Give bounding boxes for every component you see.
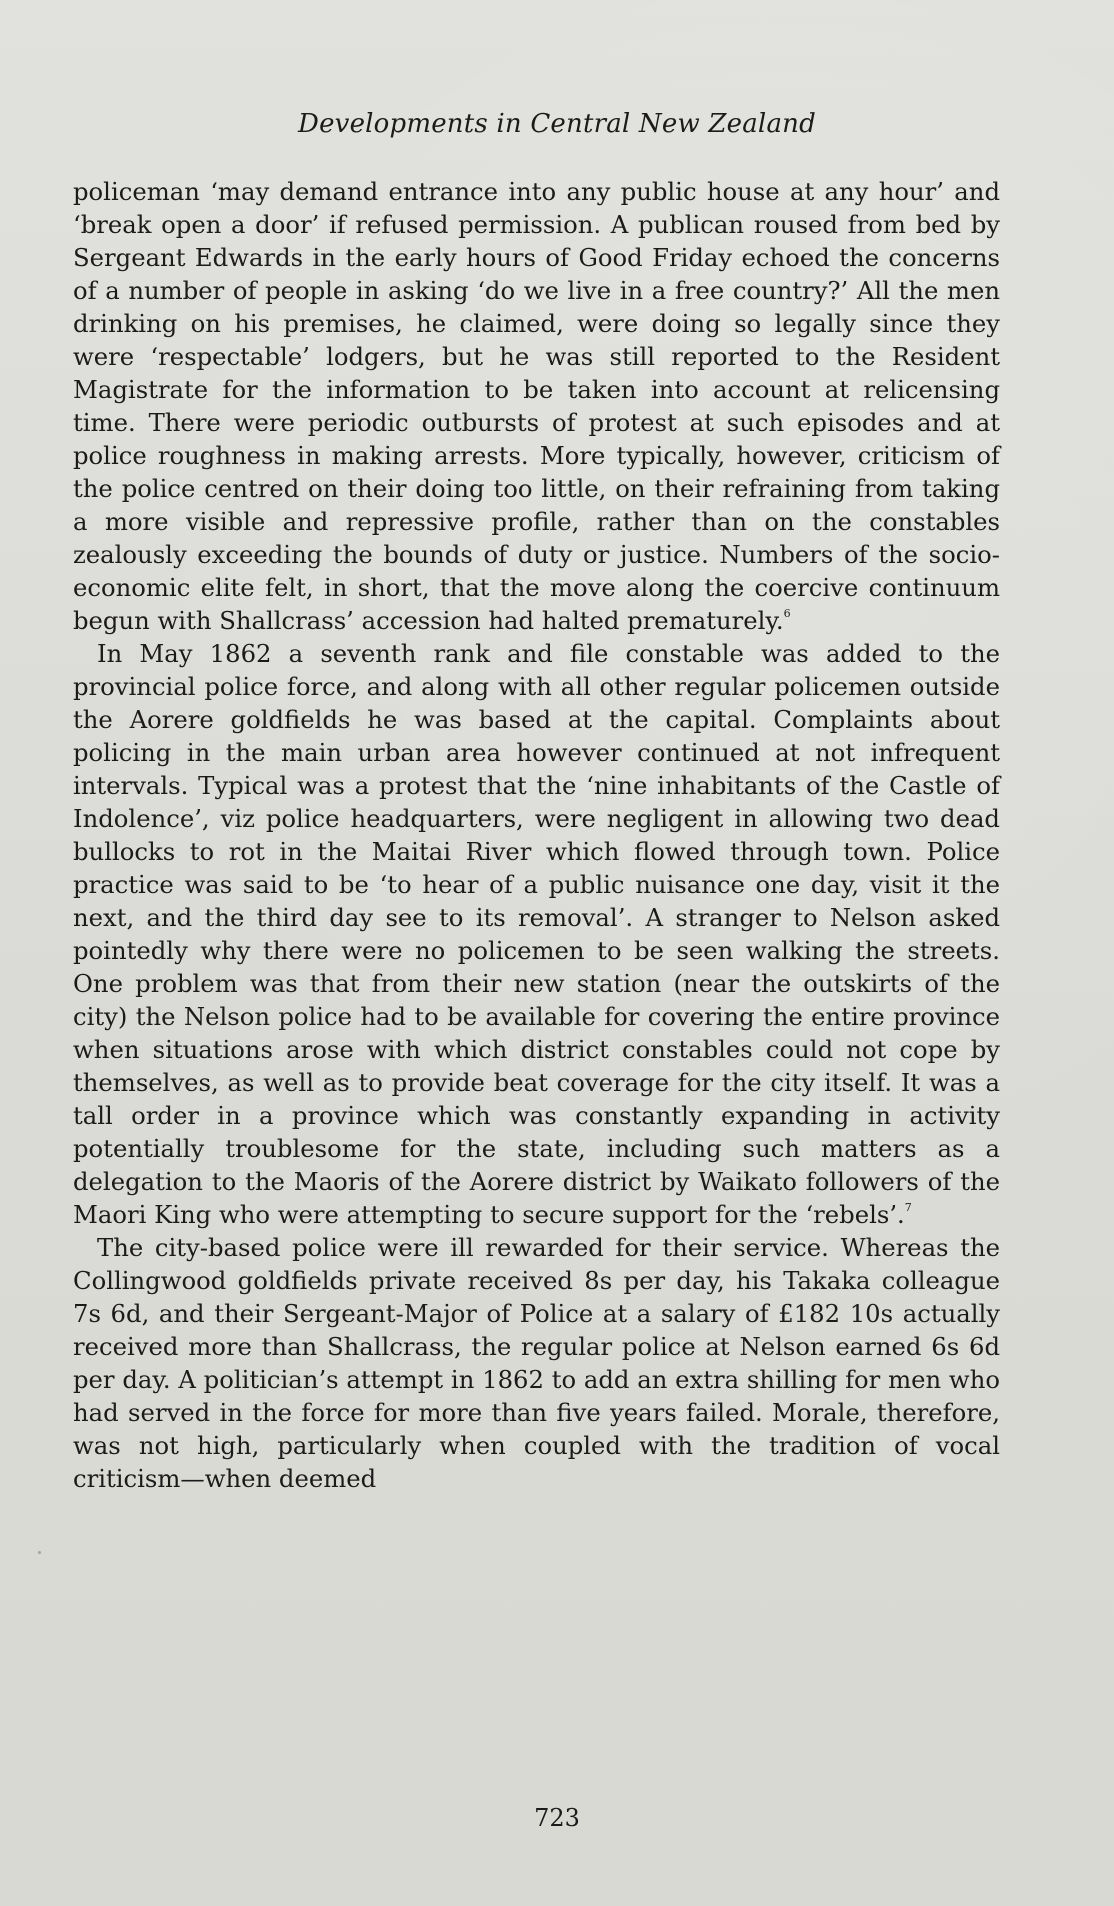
- paragraph-1-text: policeman ‘may demand entrance into any public house at any hour’ and ‘break open a door’ if refused permission. A publican roused from bed by Sergeant Edwards in the early hours of Good Friday echoed the concerns of a number of people in asking ‘do we live in a free country?’ All the men drinking on his premises, he claimed, were doing so legally since they were ‘respectable’ lodgers, but he was still reported to the Resident Magistrate for the information to be taken into account at relicensing time. There were periodic outbursts of protest at such episodes and at police roughness in making arrests. More typically, however, criticism of the police centred on their doing too little, on their refraining from taking a more visible and repressive profile, rather than on the constables zealously exceeding the bounds of duty or justice. Numbers of the socio-economic elite felt, in short, that the move along the coercive continuum begun with Shallcrass’ accession had halted prematurely.: [73, 177, 1000, 635]
- page-number: 723: [534, 1804, 580, 1832]
- paragraph-1: [73, 175, 1000, 637]
- paragraph-2-text: In May 1862 a seventh rank and file constable was added to the provincial police force, and along with all other regular policemen outside the Aorere goldfields he was based at the capital. Complaints about policing in the main urban area however continued at not infrequent intervals. Typical was a protest that the ‘nine inhabitants of the Castle of Indolence’, viz police headquarters, were negligent in allowing two dead bullocks to rot in the Maitai River which flowed through town. Police practice was said to be ‘to hear of a public nuisance one day, visit it the next, and the third day see to its removal’. A stranger to Nelson asked pointedly why there were no policemen to be seen walking the streets. One problem was that from their new station (near the outskirts of the city) the Nelson police had to be available for covering the entire province when situations arose with which district constables could not cope by themselves, as well as to provide beat coverage for the city itself. It was a tall order in a province which was constantly expanding in activity potentially troublesome for the state, including such matters as a delegation to the Maoris of the Aorere district by Waikato followers of the Maori King who were attempting to secure support for the ‘rebels’.: [73, 639, 1000, 1229]
- paragraph-3: [73, 1231, 1000, 1495]
- running-head: Developments in Central New Zealand: [298, 109, 816, 139]
- footnote-ref-6: 6: [783, 606, 791, 620]
- footnote-ref-7: 7: [904, 1200, 912, 1214]
- body-text: [73, 175, 1000, 1495]
- paragraph-2: [73, 637, 1000, 1231]
- paper-speck: [38, 1551, 41, 1554]
- paragraph-3-text: The city-based police were ill rewarded for their service. Whereas the Collingwood goldfields private received 8s per day, his Takaka colleague 7s 6d, and their Sergeant-Major of Police at a salary of £182 10s actually received more than Shallcrass, the regular police at Nelson earned 6s 6d per day. A politician’s attempt in 1862 to add an extra shilling for men who had served in the force for more than five years failed. Morale, therefore, was not high, particularly when coupled with the tradition of vocal criticism—when deemed: [73, 1233, 1000, 1493]
